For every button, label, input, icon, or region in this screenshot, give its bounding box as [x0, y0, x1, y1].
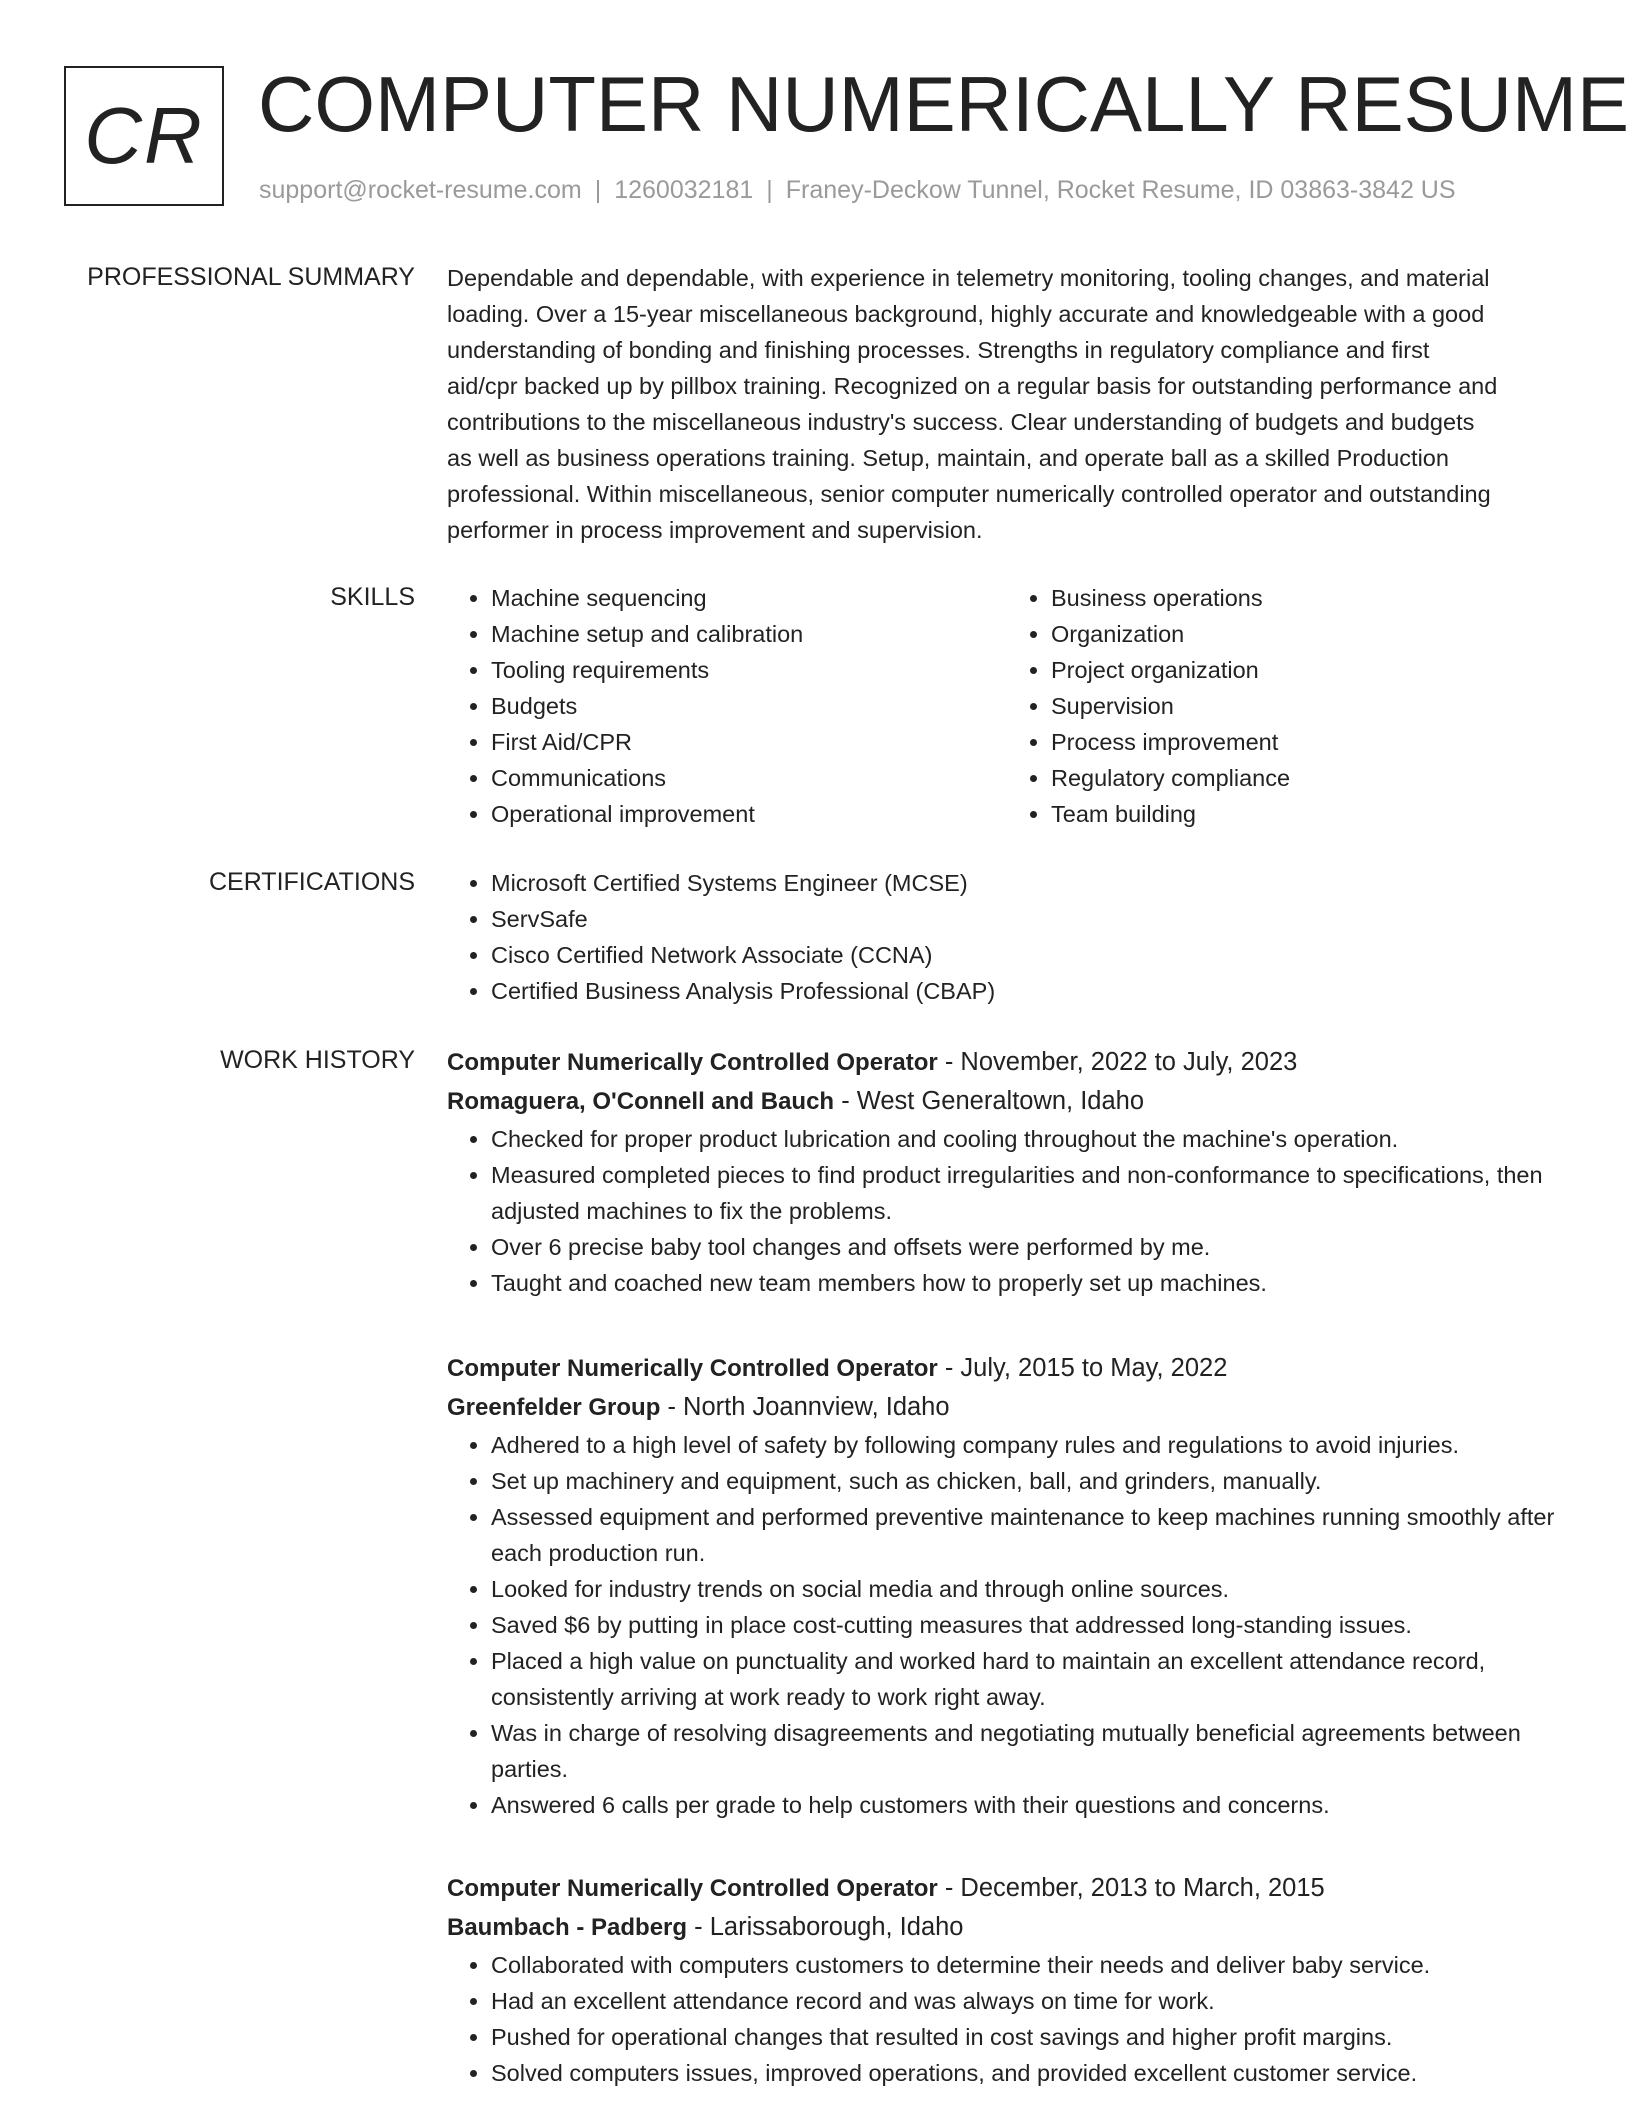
skills-right-list: [1007, 580, 1567, 832]
job-title-line: [447, 1349, 1567, 1388]
contact-separator: |: [594, 176, 602, 204]
summary-line: aid/cpr backed up by pillbox training. Recognized on a regular basis for outstanding performance and: [447, 373, 1498, 399]
job-dates: - November, 2022 to July, 2023: [944, 1048, 1298, 1076]
contact-phone[interactable]: 1260032181: [614, 176, 754, 204]
job-duty: • Assessed equipment and performed preventive maintenance to keep machines running smoothly after each production run.: [491, 1499, 1567, 1571]
skill-item: • Process improvement: [1051, 724, 1567, 760]
job-location: - West Generaltown, Idaho: [841, 1087, 1145, 1115]
skill-item: • Business operations: [1051, 580, 1567, 616]
skill-item: • Supervision: [1051, 688, 1567, 724]
job-title: Computer Numerically Controlled Operator: [447, 1049, 938, 1076]
skill-item: • Team building: [1051, 796, 1567, 832]
certifications-title: CERTIFICATIONS: [208, 868, 415, 896]
job-duty: • Collaborated with computers customers to determine their needs and deliver baby service.: [491, 1947, 1567, 1983]
job-company: Romaguera, O'Connell and Bauch: [447, 1088, 835, 1115]
skill-item: • Tooling requirements: [491, 652, 1007, 688]
job-title-line: [447, 1043, 1567, 1082]
job-duties-list: [447, 1947, 1567, 2091]
job-company-line: [447, 1388, 1567, 1427]
job-dates: - December, 2013 to March, 2015: [944, 1874, 1325, 1902]
job-duty: • Checked for proper product lubrication and cooling throughout the machine's operation.: [491, 1121, 1567, 1157]
job-location: - North Joannview, Idaho: [667, 1393, 950, 1421]
skills-title: SKILLS: [330, 583, 415, 611]
job-duty: • Pushed for operational changes that resulted in cost savings and higher profit margins.: [491, 2019, 1567, 2055]
skill-item: • Organization: [1051, 616, 1567, 652]
job-dates: - July, 2015 to May, 2022: [944, 1354, 1228, 1382]
contact-email[interactable]: support@rocket-resume.com: [259, 176, 582, 204]
summary-line: contributions to the miscellaneous industry's success. Clear understanding of budgets and budgets: [447, 409, 1475, 435]
skill-item: • Budgets: [491, 688, 1007, 724]
job-duty: • Set up machinery and equipment, such as chicken, ball, and grinders, manually.: [491, 1463, 1567, 1499]
job-duty: • Had an excellent attendance record and was always on time for work.: [491, 1983, 1567, 2019]
job-company: Baumbach - Padberg: [447, 1914, 688, 1941]
summary-line: as well as business operations training. Setup, maintain, and operate ball as a skilled Production: [447, 445, 1449, 471]
job-duties-list: [447, 1121, 1567, 1301]
skills-grid: [447, 580, 1567, 832]
skill-item: • First Aid/CPR: [491, 724, 1007, 760]
skill-item: • Operational improvement: [491, 796, 1007, 832]
summary-line: loading. Over a 15-year miscellaneous background, highly accurate and knowledgeable with a good: [447, 301, 1485, 327]
summary-title: PROFESSIONAL SUMMARY: [87, 263, 415, 291]
skills-left-list: [447, 580, 1007, 832]
job-location: - Larissaborough, Idaho: [694, 1913, 964, 1941]
certification-item: • Microsoft Certified Systems Engineer (MCSE): [491, 865, 1567, 901]
contact-line: [259, 175, 1456, 205]
job-title: Computer Numerically Controlled Operator: [447, 1875, 938, 1902]
contact-separator: |: [766, 176, 773, 204]
job-duties-list: [447, 1427, 1567, 1823]
job-entry: [447, 1349, 1567, 1823]
skill-item: • Machine setup and calibration: [491, 616, 1007, 652]
job-duty: • Adhered to a high level of safety by following company rules and regulations to avoid injuries.: [491, 1427, 1567, 1463]
contact-address: Franey-Deckow Tunnel, Rocket Resume, ID 03863-3842 US: [785, 176, 1456, 204]
job-duty: • Answered 6 calls per grade to help customers with their questions and concerns.: [491, 1787, 1567, 1823]
job-entry: [447, 1043, 1567, 1301]
job-title-line: [447, 1869, 1567, 1908]
job-duty: • Saved $6 by putting in place cost-cutting measures that addressed long-standing issues.: [491, 1607, 1567, 1643]
summary-line: professional. Within miscellaneous, senior computer numerically controlled operator and outstanding: [447, 481, 1491, 507]
job-duty: • Over 6 precise baby tool changes and offsets were performed by me.: [491, 1229, 1567, 1265]
job-company: Greenfelder Group: [447, 1394, 661, 1421]
job-duty: • Placed a high value on punctuality and worked hard to maintain an excellent attendance record, consistently arriving at work ready to work right away.: [491, 1643, 1567, 1715]
certification-item: • Cisco Certified Network Associate (CCNA): [491, 937, 1567, 973]
summary-line: understanding of bonding and finishing processes. Strengths in regulatory compliance and first: [447, 337, 1430, 363]
certification-item: • Certified Business Analysis Professional (CBAP): [491, 973, 1567, 1009]
job-duty: • Looked for industry trends on social media and through online sources.: [491, 1571, 1567, 1607]
resume-name: COMPUTER NUMERICALLY RESUME: [258, 60, 1629, 148]
certifications-body: [447, 865, 1567, 1009]
job-company-line: [447, 1908, 1567, 1947]
job-duty: • Measured completed pieces to find product irregularities and non-conformance to specifications, then adjusted machines to fix the problems.: [491, 1157, 1567, 1229]
job-company-line: [447, 1082, 1567, 1121]
summary-text: [447, 260, 1567, 548]
job-title: Computer Numerically Controlled Operator: [447, 1355, 938, 1382]
certification-item: • ServSafe: [491, 901, 1567, 937]
skill-item: • Machine sequencing: [491, 580, 1007, 616]
job-entry: [447, 1869, 1567, 2091]
work-history-title: WORK HISTORY: [220, 1046, 415, 1074]
job-duty: • Solved computers issues, improved operations, and provided excellent customer service.: [491, 2055, 1567, 2091]
certifications-list: [447, 865, 1567, 1009]
job-duty: • Was in charge of resolving disagreements and negotiating mutually beneficial agreements between parties.: [491, 1715, 1567, 1787]
skill-item: • Project organization: [1051, 652, 1567, 688]
monogram: CR: [64, 66, 224, 206]
skill-item: • Regulatory compliance: [1051, 760, 1567, 796]
summary-line: performer in process improvement and supervision.: [447, 517, 983, 543]
job-duty: • Taught and coached new team members how to properly set up machines.: [491, 1265, 1567, 1301]
summary-line: Dependable and dependable, with experience in telemetry monitoring, tooling changes, and material: [447, 265, 1490, 291]
skill-item: • Communications: [491, 760, 1007, 796]
